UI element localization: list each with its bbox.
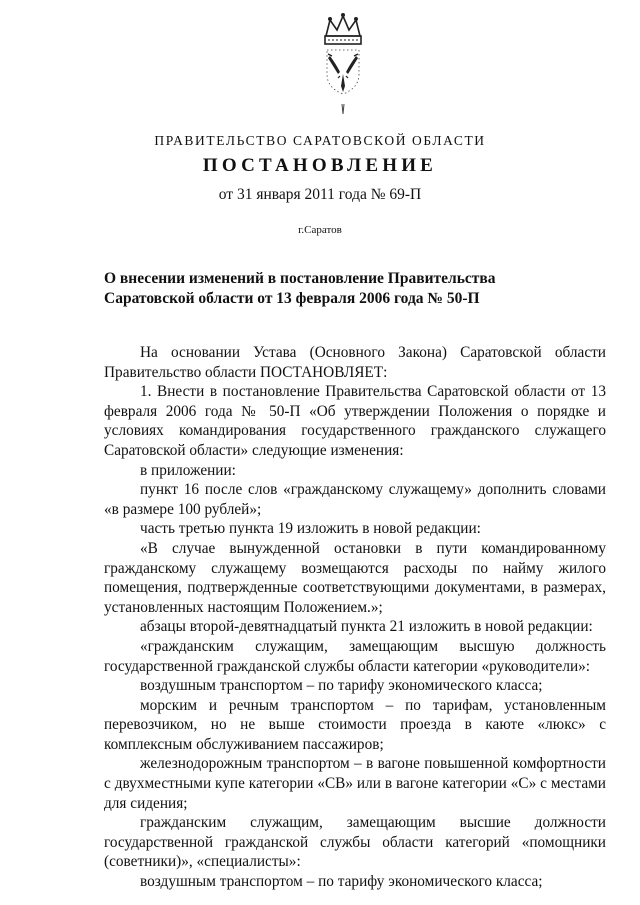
body-paragraph: в приложении: bbox=[140, 461, 236, 479]
body-paragraph: «гражданским служащим, замещающим высшую должность государственной гражданской службы области категории «руководители»: bbox=[104, 637, 606, 675]
organization-name: ПРАВИТЕЛЬСТВО САРАТОВСКОЙ ОБЛАСТИ bbox=[154, 133, 486, 148]
subject-line: О внесении изменений в постановление Правительства bbox=[104, 270, 496, 287]
subject-line: Саратовской области от 13 февраля 2006 года № 50-П bbox=[104, 290, 480, 307]
document-subject bbox=[104, 269, 564, 309]
coat-of-arms-emblem bbox=[300, 12, 386, 122]
body-paragraph: 1. Внести в постановление Правительства Саратовской области от 13 февраля 2006 года № 50-П «Об утверждении Положения о порядке и условиях командирования государственного гражданского служащего Саратовской области» следующие изменения: bbox=[104, 383, 606, 459]
document-date-number: от 31 января 2011 года № 69-П bbox=[218, 186, 422, 203]
body-paragraph: железнодорожным транспортом – в вагоне повышенной комфортности с двухместными купе категории «СВ» или в вагоне категории «С» с местами для сидения; bbox=[104, 755, 606, 812]
body-paragraph: воздушным транспортом – по тарифу экономического класса; bbox=[140, 677, 543, 695]
document-body bbox=[104, 343, 606, 892]
body-paragraph: абзацы второй-девятнадцатый пункта 21 изложить в новой редакции: bbox=[140, 618, 593, 636]
body-paragraph: пункт 16 после слов «гражданскому служащему» дополнить словами «в размере 100 рублей»; bbox=[104, 481, 606, 518]
document-city: г.Саратов bbox=[298, 224, 342, 236]
document-title: ПОСТАНОВЛЕНИЕ bbox=[202, 155, 438, 176]
body-paragraph: воздушным транспортом – по тарифу экономического класса; bbox=[140, 873, 543, 891]
body-paragraph: гражданским служащим, замещающим высшие должности государственной гражданской службы области категорий «помощники (советники)», «специалисты»: bbox=[104, 814, 606, 871]
body-paragraph: морским и речным транспортом – по тарифам, установленным перевозчиком, но не выше стоимости проезда в каюте «люкс» с комплексным обслуживанием пассажиров; bbox=[104, 696, 606, 753]
body-paragraph: На основании Устава (Основного Закона) Саратовской области Правительство области ПОСТАНОВЛЯЕТ: bbox=[104, 344, 606, 381]
body-paragraph: часть третью пункта 19 изложить в новой редакции: bbox=[140, 520, 481, 538]
body-paragraph: «В случае вынужденной остановки в пути командированному гражданскому служащему возмещаются расходы по найму жилого помещения, подтвержденные соответствующими документами, в размерах, установленных настоящим Положением.»; bbox=[104, 539, 606, 616]
